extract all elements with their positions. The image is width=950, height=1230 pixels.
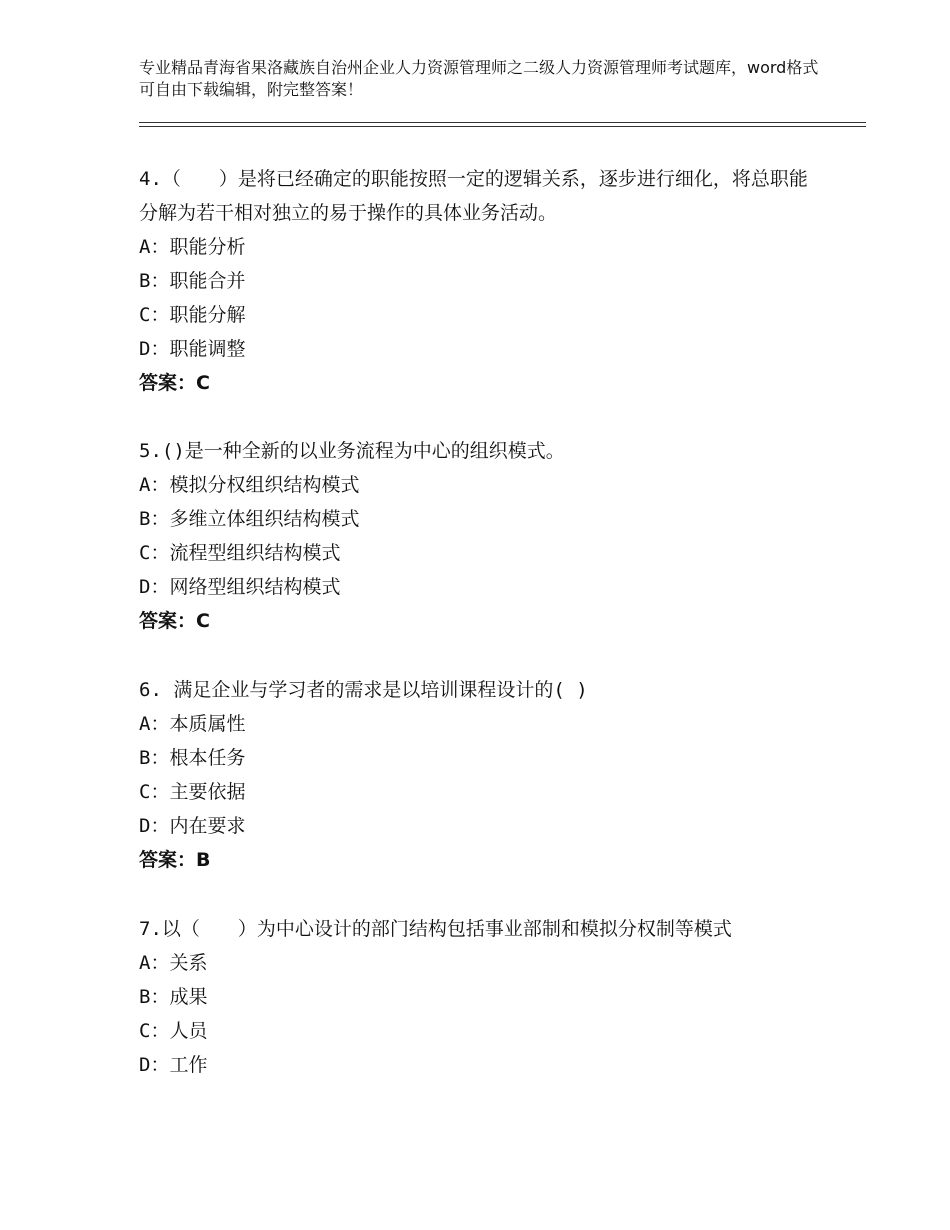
option-a: A：关系 bbox=[139, 952, 208, 974]
question-stem: 5.()是一种全新的以业务流程为中心的组织模式。 bbox=[139, 440, 565, 462]
answer: 答案：C bbox=[139, 372, 210, 394]
option-c: C：职能分解 bbox=[139, 304, 246, 326]
option-d: D：工作 bbox=[139, 1054, 208, 1076]
question-stem: 6. 满足企业与学习者的需求是以培训课程设计的( ) bbox=[139, 679, 588, 701]
option-b: B：根本任务 bbox=[139, 747, 246, 769]
option-a: A：本质属性 bbox=[139, 713, 246, 735]
header-divider-bottom bbox=[139, 126, 866, 127]
question-stem: 4.（ ）是将已经确定的职能按照一定的逻辑关系，逐步进行细化，将总职能分解为若干相对独立的易于操作的具体业务活动。 bbox=[139, 168, 808, 224]
option-b: B：成果 bbox=[139, 986, 208, 1008]
option-c: C：流程型组织结构模式 bbox=[139, 542, 341, 564]
answer: 答案：C bbox=[139, 610, 210, 632]
option-d: D：网络型组织结构模式 bbox=[139, 576, 341, 598]
question-5 bbox=[139, 434, 819, 638]
document-header: 专业精品青海省果洛藏族自治州企业人力资源管理师之二级人力资源管理师考试题库，word格式可自由下载编辑，附完整答案！ bbox=[139, 58, 819, 99]
answer: 答案：B bbox=[139, 849, 211, 871]
option-b: B：多维立体组织结构模式 bbox=[139, 508, 360, 530]
option-c: C：主要依据 bbox=[139, 781, 246, 803]
option-a: A：职能分析 bbox=[139, 236, 246, 258]
header-divider-top bbox=[139, 122, 866, 123]
question-6 bbox=[139, 673, 819, 877]
option-d: D：内在要求 bbox=[139, 815, 246, 837]
option-d: D：职能调整 bbox=[139, 338, 246, 360]
option-c: C：人员 bbox=[139, 1020, 208, 1042]
question-stem: 7.以（ ）为中心设计的部门结构包括事业部制和模拟分权制等模式 bbox=[139, 918, 732, 940]
option-b: B：职能合并 bbox=[139, 270, 246, 292]
question-4 bbox=[139, 162, 819, 400]
option-a: A：模拟分权组织结构模式 bbox=[139, 474, 360, 496]
question-7 bbox=[139, 912, 819, 1082]
